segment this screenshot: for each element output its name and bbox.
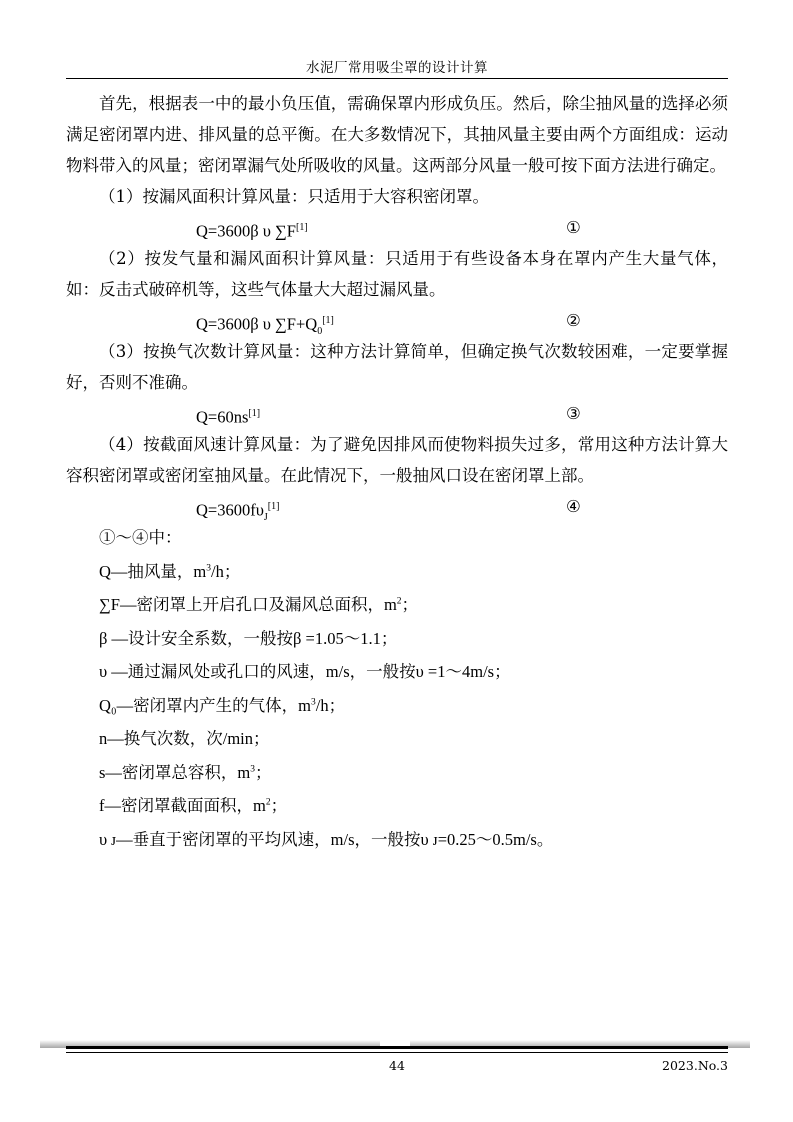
symbol-definition-list bbox=[66, 553, 728, 855]
formula-4-sub: J bbox=[263, 511, 268, 523]
formula-4-ref: [1] bbox=[267, 501, 280, 512]
page-footer bbox=[66, 1058, 728, 1078]
definition-item: β —设计安全系数，一般按β =1.05～1.1； bbox=[99, 628, 398, 648]
formula-row-3 bbox=[66, 398, 728, 429]
definition-item: ∑F—密闭罩上开启孔口及漏风总面积，$m^2$； bbox=[99, 595, 419, 614]
formula-1-number: ① bbox=[566, 218, 581, 237]
definition-item: n—换气次数，次/min； bbox=[99, 729, 270, 748]
header-rule bbox=[66, 78, 728, 79]
body-block bbox=[66, 88, 728, 855]
formula-row-1 bbox=[66, 212, 728, 243]
formula-1: Q=3600β υ ∑F[1] bbox=[196, 221, 308, 241]
formula-3-ref: [1] bbox=[248, 408, 261, 419]
page-number: 44 bbox=[389, 1058, 405, 1073]
formula-2-ref: [1] bbox=[322, 315, 334, 326]
paragraph-method-2: （2）按发气量和漏风面积计算风量：只适用于有些设备本身在罩内产生大量气体，如：反击式破碎机等，这些气体量大大超过漏风量。 bbox=[66, 249, 728, 299]
definition-item: s—密闭罩总容积，$m^3$； bbox=[99, 762, 272, 782]
footer-rule-thin bbox=[66, 1052, 728, 1053]
definition-item: Q₀—密闭罩内产生的气体，$m^3/h$； bbox=[99, 695, 346, 715]
formula-3: Q=60ns[1] bbox=[196, 407, 261, 427]
page-content bbox=[66, 0, 728, 1122]
formula-4: $Q=3600f\upsilon_J[1]$ bbox=[196, 500, 280, 523]
formula-2-number: ② bbox=[566, 311, 581, 330]
paragraph-symbols-intro: ①～④中： bbox=[99, 528, 182, 547]
formula-3-number: ③ bbox=[566, 404, 581, 423]
definition-item: f—密闭罩截面面积，$m^2$； bbox=[99, 796, 288, 815]
paragraph-method-1: （1）按漏风面积计算风量：只适用于大容积密闭罩。 bbox=[99, 187, 489, 206]
definition-item: υ —通过漏风处或孔口的风速，m/s，一般按υ =1～4m/s； bbox=[99, 662, 511, 681]
formula-2: Q=3600β υ $\sum F+Q_0[1]$ bbox=[196, 314, 334, 337]
formula-2-sub: 0 bbox=[317, 325, 323, 337]
formula-row-4 bbox=[66, 491, 728, 522]
definition-item: υ ᴊ—垂直于密闭罩的平均风速，m/s，一般按υ ᴊ=0.25～0.5m/s。 bbox=[99, 829, 554, 849]
paragraph-intro: 首先，根据表一中的最小负压值，需确保罩内形成负压。然后，除尘抽风量的选择必须满足密闭罩内进、排风量的总平衡。在大多数情况下，其抽风量主要由两个方面组成：运动物料带入的风量；密闭罩漏气处所吸收的风量。这两部分风量一般可按下面方法进行确定。 bbox=[66, 94, 728, 175]
paragraph-method-3: （3）按换气次数计算风量：这种方法计算简单，但确定换气次数较困难，一定要掌握好，否则不准确。 bbox=[66, 342, 728, 392]
formula-row-2 bbox=[66, 305, 728, 336]
running-header: 水泥厂常用吸尘罩的设计计算 bbox=[306, 60, 488, 76]
issue-label: 2023.No.3 bbox=[662, 1058, 728, 1073]
formula-4-number: ④ bbox=[566, 497, 581, 516]
formula-1-ref: [1] bbox=[295, 222, 308, 233]
paragraph-method-4: （4）按截面风速计算风量：为了避免因排风而使物料损失过多，常用这种方法计算大容积密闭罩或密闭室抽风量。在此情况下，一般抽风口设在密闭罩上部。 bbox=[66, 435, 728, 485]
footer-rule-thick bbox=[66, 1046, 728, 1049]
definition-item: Q—抽风量，$m^3/h$； bbox=[99, 561, 241, 581]
